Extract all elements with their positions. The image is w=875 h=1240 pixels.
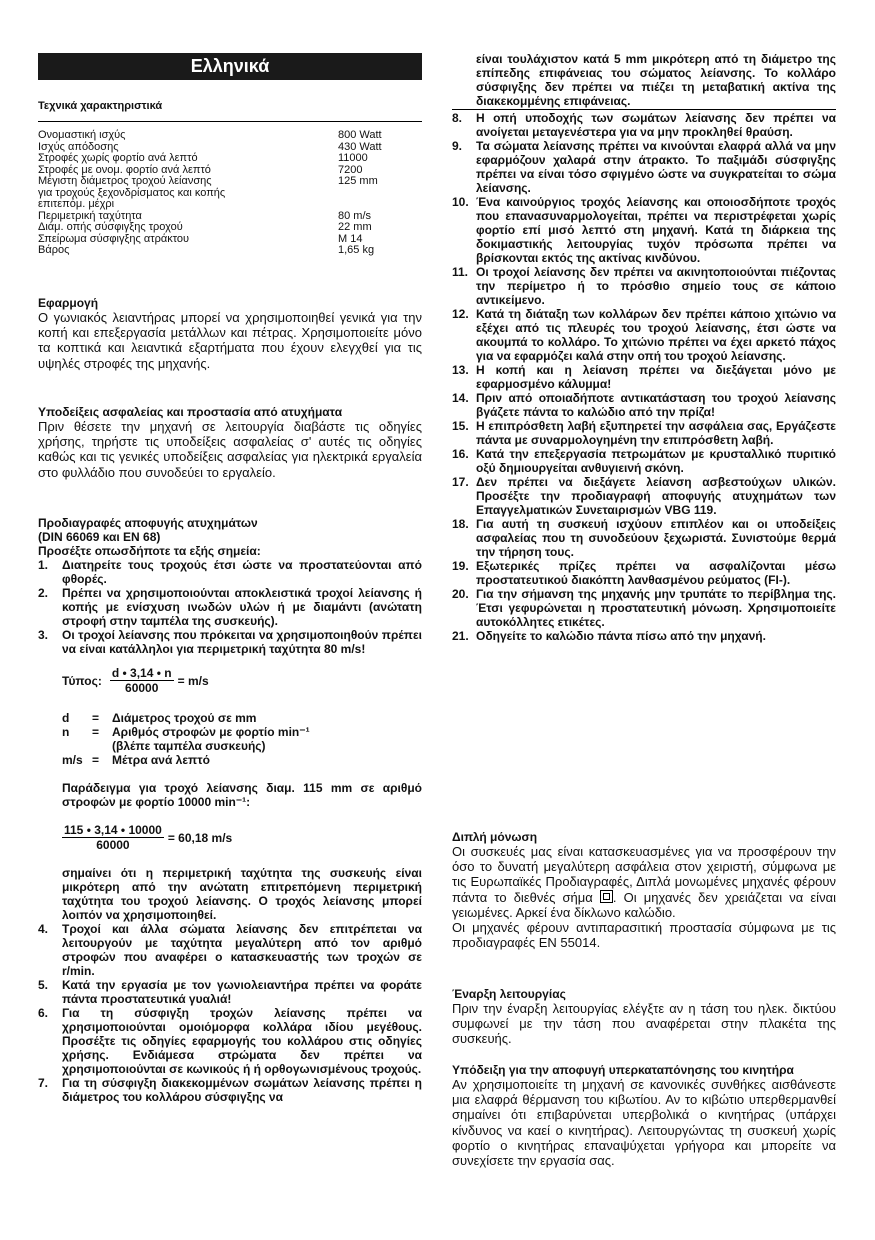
rules-list bbox=[38, 558, 422, 656]
item-text: Η επιπρόσθετη λαβή εξυπηρετεί την ασφάλεια σας, Εργάζεστε πάντα με συναρμολογημένη την επιπρόσθετη λαβή. bbox=[476, 419, 836, 447]
item-number: 16. bbox=[452, 447, 469, 461]
def-value: Διάμετρος τροχού σε mm bbox=[112, 711, 257, 725]
item-number: 2. bbox=[38, 586, 49, 600]
text-part: Οι συσκευές μας είναι κατασκευασμένες για να προσφέρουν την όσο το δυνατή μεγαλύτερη ασφάλεια στον χειριστή, σύμφωνα με τις Ευρωπαϊκές Προδιαγραφές, Διπλά μονωμένες μηχανές φέρουν πάντα το διεθνές σήμα bbox=[452, 844, 836, 905]
list-item bbox=[452, 629, 836, 643]
formula bbox=[62, 666, 422, 695]
item-number: 4. bbox=[38, 922, 49, 936]
item-text: Κατά την εργασία με τον γωνιολειαντήρα πρέπει να φοράτε πάντα προστατευτικά γυαλιά! bbox=[62, 978, 422, 1006]
list-item bbox=[452, 111, 836, 139]
rules-list bbox=[38, 922, 422, 1104]
list-item bbox=[452, 587, 836, 629]
specs-table bbox=[38, 130, 422, 257]
spec-value: 125 mm bbox=[338, 175, 378, 187]
def-key: n bbox=[62, 725, 70, 739]
item-number: 8. bbox=[452, 111, 463, 125]
item-number: 21. bbox=[452, 629, 469, 643]
formula-denominator: 60000 bbox=[125, 681, 159, 695]
divider bbox=[38, 121, 422, 122]
section-intro: Προσέξτε οπωσδήποτε τα εξής σημεία: bbox=[38, 544, 261, 558]
spec-row bbox=[38, 245, 422, 257]
language-banner: Ελληνικά bbox=[38, 53, 422, 80]
list-item bbox=[38, 586, 422, 628]
spec-value bbox=[338, 199, 422, 211]
def-key: m/s bbox=[62, 753, 83, 767]
list-item bbox=[452, 139, 836, 195]
item-text: Για τη σύσφιγξη διακεκομμένων σωμάτων λείανσης πρέπει η διάμετρος του κολλάρου σύσφιγξης να bbox=[62, 1076, 422, 1104]
list-item bbox=[38, 1076, 422, 1104]
spec-value bbox=[338, 188, 422, 200]
spec-value: 430 Watt bbox=[338, 140, 382, 153]
example-conclusion: σημαίνει ότι η περιμετρική ταχύτητα της συσκευής είναι μικρότερη από την ανώτατη επιτρεπόμενη περιμετρική ταχύτητα του τροχού λείανσης. Ο τροχός λείανσης μπορεί λοιπόν να χρησιμοποιηθεί. bbox=[62, 866, 422, 922]
list-item bbox=[452, 363, 836, 391]
item-text: Οδηγείτε το καλώδιο πάντα πίσω από την μηχανή. bbox=[476, 629, 766, 643]
specs-title: Τεχνικά χαρακτηριστικά bbox=[38, 100, 163, 112]
formula-label: Τύπος: bbox=[62, 673, 102, 688]
list-item bbox=[452, 559, 836, 587]
list-item bbox=[452, 475, 836, 517]
spec-row bbox=[38, 176, 422, 188]
item-text: Για τη σύσφιγξη τροχών λείανσης πρέπει να χρησιμοποιούνται ομοιόμορφα κολλάρα ιδίου μεγέθους. Προσέξτε τις οδηγίες εφαρμογής του κολλάρου στις οδηγίες χρήσης. Ενδιάμεσα στρώματα δεν πρέπει να χρησιμοποιούνται σε κωνικούς ή ή ορθογωνισμένους τροχούς. bbox=[62, 1006, 422, 1076]
list-item bbox=[452, 419, 836, 447]
spec-label: Σπείρωμα σύσφιγξης ατράκτου bbox=[38, 232, 190, 245]
spec-label: Ονομαστική ισχύς bbox=[38, 129, 126, 141]
section-heading: Προδιαγραφές αποφυγής ατυχημάτων bbox=[38, 516, 258, 530]
spec-label: Βάρος bbox=[38, 244, 70, 256]
safety-section bbox=[38, 405, 422, 480]
section-text: Οι μηχανές φέρουν αντιπαρασιτική προστασία σύμφωνα με τις προδιαγραφές EN 55014. bbox=[452, 920, 836, 951]
item-text: Κατά τη διάταξη των κολλάρων δεν πρέπει κάποιο χιτώνιο να εξέχει από τις πλευρές του τροχού λείανσης, έτσι ώστε να ακουμπά το κολλάρο. Το χιτώνιο πρέπει να έχει αρκετό πάχος για να εφαρμόζει καλά στην οπή του τροχού λείανσης. bbox=[476, 307, 836, 363]
spec-label: Στροφές με ονομ. φορτίο ανά λεπτό bbox=[38, 163, 211, 176]
application-section bbox=[38, 296, 422, 371]
spec-label: για τροχούς ξεχονδρίσματος και κοπής bbox=[38, 186, 226, 199]
item-text: Για την σήμανση της μηχανής μην τρυπάτε το περίβλημα της. Έτσι γεφυρώνεται η προστατευτική μόνωση. Χρησιμοποιείτε αυτοκόλλητες ετικέτες. bbox=[476, 587, 836, 629]
item-text: Πριν από οποιαδήποτε αντικατάσταση του τροχού λείανσης βγάζετε πάντα το καλώδιο από την πρίζα! bbox=[476, 391, 836, 419]
spec-row bbox=[38, 199, 422, 211]
spec-label: Περιμετρική ταχύτητα bbox=[38, 209, 142, 222]
startup-section bbox=[452, 987, 836, 1047]
item-number: 3. bbox=[38, 628, 49, 642]
item-number: 11. bbox=[452, 265, 469, 279]
list-item bbox=[38, 558, 422, 586]
section-text: Ο γωνιακός λειαντήρας μπορεί να χρησιμοποιηθεί γενικά για την κοπή και επεξεργασία μετάλλων και πέτρας. Χρησιμοποιείτε μόνο τα κοπτικά και λειαντικά εξαρτήματα που έχουν ελεγχθεί για τις υψηλές στροφές της μηχανής. bbox=[38, 310, 422, 371]
item-text: Η οπή υποδοχής των σωμάτων λείανσης δεν πρέπει να ανοίγεται μεταγενέστερα για να μην προκληθεί θραύση. bbox=[476, 111, 836, 139]
section-text bbox=[452, 844, 836, 920]
section-text: Αν χρησιμοποιείτε τη μηχανή σε κανονικές συνθήκες αισθάνεστε μια ελαφρά θέρμανση του κιβωτίου. Αν το κιβώτιο υπερθερμανθεί σημαίνει ότι επιβαρύνεται υπερβολικά ο κινητήρας (υπάρχει κίνδυνος να καεί ο κινητήρας). Λειτουργώντας τη συσκευή χωρίς φορτίο ο κινητήρας επαναψύχεται γρήγορα και μπορείτε να συνεχίσετε την εργασία σας. bbox=[452, 1077, 836, 1169]
def-value: Μέτρα ανά λεπτό bbox=[112, 753, 210, 767]
formula-result: = 60,18 m/s bbox=[167, 830, 233, 845]
section-text: Πριν την έναρξη λειτουργίας ελέγξτε αν η τάση του ηλεκ. δικτύου συμφωνεί με την τάση που αναφέρεται στην πλακέτα της συσκευής. bbox=[452, 1001, 836, 1047]
spec-label: Μέγιστη διάμετρος τροχού λείανσης bbox=[38, 175, 212, 187]
def-key: d bbox=[62, 711, 70, 725]
list-item bbox=[452, 391, 836, 419]
list-item bbox=[38, 922, 422, 978]
spec-value: 1,65 kg bbox=[338, 244, 375, 256]
example-text: Παράδειγμα για τροχό λείανσης διαμ. 115 mm σε αριθμό στροφών με φορτίο 10000 min⁻¹: bbox=[62, 781, 422, 809]
def-value: (βλέπε ταμπέλα συσκευής) bbox=[112, 739, 266, 753]
item-text: Οι τροχοί λείανσης δεν πρέπει να ακινητοποιούνται πιέζοντας την περίμετρο ή το πρόσθιο σημείο τους σε κάποιο αντικείμενο. bbox=[476, 265, 836, 307]
item-number: 5. bbox=[38, 978, 49, 992]
formula-numerator: d • 3,14 • n bbox=[111, 666, 172, 680]
list-item bbox=[38, 978, 422, 1006]
spec-label: επιτεπόμ. μέχρι bbox=[38, 198, 115, 210]
list-item bbox=[38, 628, 422, 656]
item-number: 10. bbox=[452, 195, 469, 209]
spec-value: 800 Watt bbox=[338, 129, 382, 141]
spec-value: M 14 bbox=[338, 232, 363, 245]
item-number: 18. bbox=[452, 517, 469, 531]
item-text: Τροχοί και άλλα σώματα λείανσης δεν επιτρέπεται να λειτουργούν με ταχύτητα μεγαλύτερη από τον αριθμό στροφών που αναφέρει ο κατασκευαστής των τροχών σε r/min. bbox=[62, 922, 422, 978]
item-number: 14. bbox=[452, 391, 469, 405]
item-text: Κατά την επεξεργασία πετρωμάτων με κρυσταλλικό πυριτικό οξύ δημιουργείται ανθυγιεινή σκόνη. bbox=[476, 447, 836, 475]
list-item bbox=[452, 195, 836, 265]
section-heading: Έναρξη λειτουργίας bbox=[452, 987, 566, 1001]
spec-row bbox=[38, 153, 422, 165]
rules-continued bbox=[452, 52, 836, 643]
item-text: είναι τουλάχιστον κατά 5 mm μικρότερη από τη διάμετρο της επίπεδης επιφάνειας του σώματος λείανσης. Το κολλάρο σύσφιγξης δεν πρέπει να πιέζει τη μεταβατική ακτίνα της διακεκομμένης επιφάνειας. bbox=[476, 52, 836, 108]
section-text: Πριν θέσετε την μηχανή σε λειτουργία διαβάστε τις οδηγίες χρήσης, τηρήστε τις υποδείξεις ασφαλείας σ' αυτές τις οδηγίες καθώς και τις γενικές υποδείξεις ασφαλείας για ηλεκτρικά εργαλεία στο φυλλάδιο που συνοδεύει το εργαλείο. bbox=[38, 419, 422, 480]
item-text: Οι τροχοί λείανσης που πρόκειται να χρησιμοποιηθούν πρέπει να είναι κατάλληλοι για περιμετρική ταχύτητα 80 m/s! bbox=[62, 628, 422, 656]
formula-result: = m/s bbox=[177, 673, 209, 688]
formula-denominator: 60000 bbox=[96, 838, 130, 852]
spec-row bbox=[38, 222, 422, 234]
item-number: 17. bbox=[452, 475, 469, 489]
item-number: 13. bbox=[452, 363, 469, 377]
spec-label: Στροφές χωρίς φορτίο ανά λεπτό bbox=[38, 152, 198, 164]
list-item bbox=[452, 517, 836, 559]
item-text: Διατηρείτε τους τροχούς έτσι ώστε να προστατεύονται από φθορές. bbox=[62, 558, 422, 586]
item-number: 15. bbox=[452, 419, 469, 433]
overload-section bbox=[452, 1063, 836, 1168]
spec-value: 80 m/s bbox=[338, 209, 372, 222]
section-subheading: (DIN 66069 και EN 68) bbox=[38, 530, 161, 544]
item-number: 7. bbox=[38, 1076, 49, 1090]
double-insulation-section bbox=[452, 830, 836, 950]
def-value: Αριθμός στροφών με φορτίο min⁻¹ bbox=[112, 725, 310, 739]
spec-label: Ισχύς απόδοσης bbox=[38, 140, 119, 153]
spec-value: 11000 bbox=[338, 152, 368, 164]
spec-row bbox=[38, 130, 422, 142]
item-text: Τα σώματα λείανσης πρέπει να κινούνται ελαφρά αλλά να μην εφαρμόζουν χαλαρά στην άτρακτο. Το παξιμάδι σύσφιγξης πρέπει να είναι τόσο σφιγμένο ώστε να συγκρατείται το σώμα λείανσης. bbox=[476, 139, 836, 195]
definitions: d = Διάμετρος τροχού σε mm n = Αριθμός στροφών με φορτίο min⁻¹ (βλέπε ταμπέλα συσκευής) m/s = Μέτρα ανά λεπτό bbox=[62, 711, 310, 767]
item-number: 6. bbox=[38, 1006, 49, 1020]
section-heading: Υποδείξεις ασφαλείας και προστασία από ατυχήματα bbox=[38, 405, 343, 419]
section-heading: Υπόδειξη για την αποφυγή υπερκαταπόνησης του κινητήρα bbox=[452, 1063, 794, 1077]
item-text: Η κοπή και η λείανση πρέπει να διεξάγεται μόνο με εφαρμοσμένο κάλυμμα! bbox=[476, 363, 836, 391]
item-number: 12. bbox=[452, 307, 469, 321]
item-text: Εξωτερικές πρίζες πρέπει να ασφαλίζονται μέσω προστατευτικού διακόπτη λανθασμένου ρεύματος (FI-). bbox=[476, 559, 836, 587]
rules-list bbox=[452, 111, 836, 643]
section-heading: Διπλή μόνωση bbox=[452, 830, 538, 844]
list-item bbox=[38, 1006, 422, 1076]
list-item bbox=[452, 265, 836, 307]
divider bbox=[452, 109, 836, 110]
list-item bbox=[452, 447, 836, 475]
formula-numerator: 115 • 3,14 • 10000 bbox=[64, 823, 162, 837]
prevention-section bbox=[38, 516, 422, 1104]
text-part: . Οι μηχανές δεν χρειάζεται να είναι γειωμένες. Αρκεί ένα δίκλωνο καλώδιο. bbox=[452, 889, 836, 920]
item-number: 9. bbox=[452, 139, 463, 153]
item-text: Δεν πρέπει να διεξάγετε λείανση ασβεστούχων υλικών. Προσέξτε την προδιαγραφή αποφυγής ατυχημάτων των Επαγγελματικών Συνεταιρισμών VBG 119. bbox=[476, 475, 836, 517]
item-number: 20. bbox=[452, 587, 469, 601]
spec-value: 22 mm bbox=[338, 221, 372, 233]
item-text: Ένα καινούργιος τροχός λείανσης και οποιοσδήποτε τροχός που επανασυναρμολογείται, πρέπει να περιστρέφεται χωρίς φορτίο επί μισό λεπτό στη μηχανή. Κατά τη διάρκεια της δοκιμαστικής λειτουργίας τυχόν πρόσωπα πρέπει να βρίσκονται εκτός της ακτίνας κινδύνου. bbox=[476, 195, 836, 265]
spec-label: Διάμ. οπής σύσφιγξης τροχού bbox=[38, 221, 183, 233]
item-text: Για αυτή τη συσκευή ισχύουν επιπλέον και οι υποδείξεις ασφαλείας που τη συνοδεύουν ξεχωριστά. Συνιστούμε θερμά την τήρηση τους. bbox=[476, 517, 836, 559]
item-text: Πρέπει να χρησιμοποιούνται αποκλειστικά τροχοί λείανσης ή κοπής με ενίσχυση ινωδών υλών ή με διαμάντι (ανώτατη στροφή στην ταμπέλα της συσκευής). bbox=[62, 586, 422, 628]
item-number: 1. bbox=[38, 558, 49, 572]
double-insulation-icon bbox=[600, 890, 613, 903]
list-item bbox=[452, 307, 836, 363]
spec-value: 7200 bbox=[338, 163, 363, 176]
example-formula bbox=[62, 823, 422, 852]
item-number: 19. bbox=[452, 559, 469, 573]
section-heading: Εφαρμογή bbox=[38, 296, 99, 310]
